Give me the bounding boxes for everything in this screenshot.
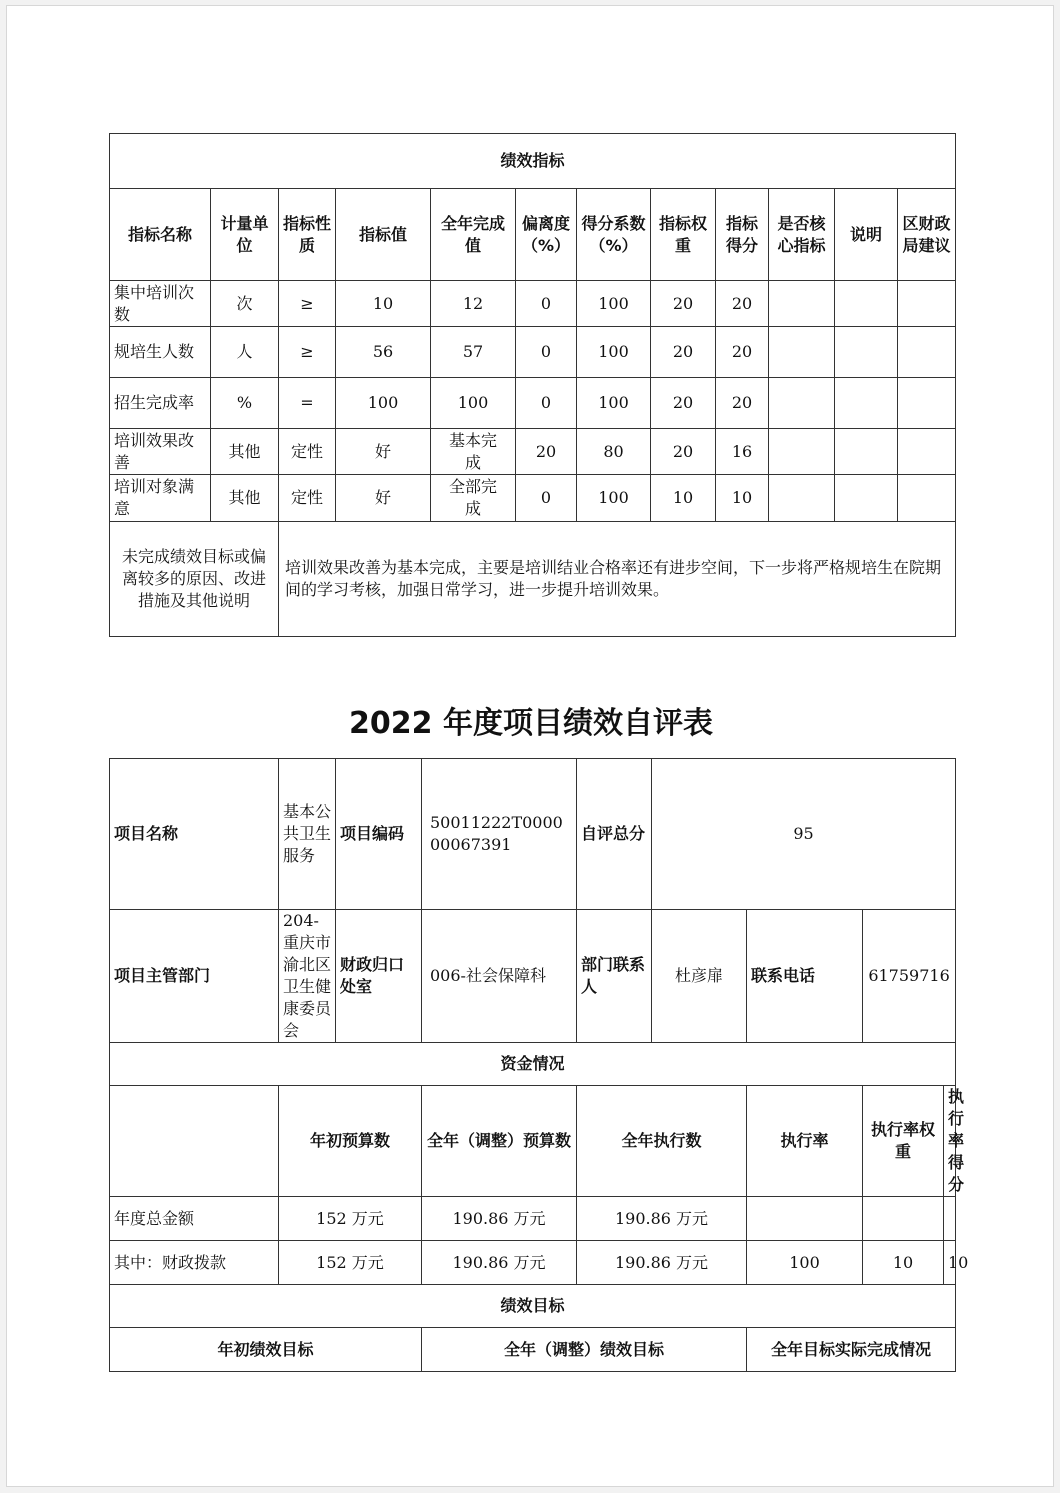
indicator-deviation: 0 <box>516 327 577 378</box>
fund-adjusted: 190.86 万元 <box>422 1197 577 1241</box>
project-code-label: 项目编码 <box>336 759 422 910</box>
indicator-target: 好 <box>336 475 431 522</box>
goal-header-row <box>110 1328 956 1372</box>
indicator-core <box>769 429 835 475</box>
column-header: 全年执行数 <box>577 1086 747 1197</box>
indicator-actual: 100 <box>431 378 516 429</box>
table-row <box>110 281 956 327</box>
column-header: 全年（调整）绩效目标 <box>422 1328 747 1372</box>
indicator-nature: = <box>279 378 336 429</box>
indicator-nature: 定性 <box>279 429 336 475</box>
indicator-name: 集中培训次数 <box>110 281 211 327</box>
indicator-actual: 全部完成 <box>431 475 516 522</box>
column-header: 全年（调整）预算数 <box>422 1086 577 1197</box>
fund-score: 10 <box>944 1241 956 1285</box>
indicator-core <box>769 281 835 327</box>
indicator-weight: 20 <box>651 378 716 429</box>
column-header: 得分系数（%） <box>577 189 651 281</box>
column-header: 全年完成值 <box>431 189 516 281</box>
fund-score <box>944 1197 956 1241</box>
fund-initial: 152 万元 <box>279 1197 422 1241</box>
table-row <box>110 378 956 429</box>
fund-adjusted: 190.86 万元 <box>422 1241 577 1285</box>
dept-label: 项目主管部门 <box>110 910 279 1043</box>
indicator-suggestion <box>898 281 956 327</box>
column-header: 执行率 <box>747 1086 863 1197</box>
indicator-suggestion <box>898 429 956 475</box>
column-header: 说明 <box>835 189 898 281</box>
page-title: 2022 年度项目绩效自评表 <box>349 706 713 741</box>
fund-initial: 152 万元 <box>279 1241 422 1285</box>
column-header: 执行率得分 <box>944 1086 956 1197</box>
section-title-funds: 资金情况 <box>110 1043 956 1086</box>
fund-header-blank <box>110 1086 279 1197</box>
indicator-deviation: 0 <box>516 475 577 522</box>
column-header: 全年目标实际完成情况 <box>747 1328 956 1372</box>
project-code-value: 50011222T000000067391 <box>422 759 577 910</box>
indicator-name: 招生完成率 <box>110 378 211 429</box>
score-value: 95 <box>652 759 956 910</box>
phone-value: 61759716 <box>863 910 956 1043</box>
contact-label: 部门联系人 <box>577 910 652 1043</box>
table-row <box>110 327 956 378</box>
indicator-target: 好 <box>336 429 431 475</box>
indicator-note <box>835 281 898 327</box>
indicator-note <box>835 475 898 522</box>
remark-text: 培训效果改善为基本完成，主要是培训结业合格率还有进步空间，下一步将严格规培生在院期间的学习考核，加强日常学习，进一步提升培训效果。 <box>279 522 956 637</box>
dept-value: 204-重庆市渝北区卫生健康委员会 <box>279 910 336 1043</box>
indicator-suggestion <box>898 475 956 522</box>
indicator-coef: 100 <box>577 475 651 522</box>
column-header: 指标值 <box>336 189 431 281</box>
indicator-score: 20 <box>716 327 769 378</box>
indicator-core <box>769 327 835 378</box>
indicator-nature: ≥ <box>279 281 336 327</box>
score-label: 自评总分 <box>577 759 652 910</box>
indicator-note <box>835 327 898 378</box>
indicator-score: 20 <box>716 281 769 327</box>
column-header: 指标名称 <box>110 189 211 281</box>
office-label: 财政归口处室 <box>336 910 422 1043</box>
section-title-performance-indicators: 绩效指标 <box>110 134 956 189</box>
indicator-weight: 20 <box>651 429 716 475</box>
table-row <box>110 429 956 475</box>
indicator-actual: 12 <box>431 281 516 327</box>
indicator-coef: 80 <box>577 429 651 475</box>
indicator-unit: 人 <box>211 327 279 378</box>
office-value: 006-社会保障科 <box>422 910 577 1043</box>
phone-label: 联系电话 <box>747 910 863 1043</box>
indicator-name: 规培生人数 <box>110 327 211 378</box>
project-name-value: 基本公共卫生服务 <box>279 759 336 910</box>
fund-rate: 100 <box>747 1241 863 1285</box>
indicator-score: 16 <box>716 429 769 475</box>
indicator-name: 培训效果改善 <box>110 429 211 475</box>
indicator-core <box>769 378 835 429</box>
indicator-weight: 20 <box>651 327 716 378</box>
section-title-goals: 绩效目标 <box>110 1285 956 1328</box>
indicator-note <box>835 378 898 429</box>
column-header: 区财政局建议 <box>898 189 956 281</box>
indicator-suggestion <box>898 327 956 378</box>
indicator-score: 20 <box>716 378 769 429</box>
column-header: 指标权重 <box>651 189 716 281</box>
indicator-score: 10 <box>716 475 769 522</box>
project-dept-row <box>110 910 956 1043</box>
indicator-nature: ≥ <box>279 327 336 378</box>
column-header: 是否核心指标 <box>769 189 835 281</box>
fund-row-label: 其中：财政拨款 <box>110 1241 279 1285</box>
column-header: 指标性质 <box>279 189 336 281</box>
indicator-weight: 20 <box>651 281 716 327</box>
project-info-row <box>110 759 956 910</box>
fund-executed: 190.86 万元 <box>577 1197 747 1241</box>
fund-weight <box>863 1197 944 1241</box>
indicator-unit: 次 <box>211 281 279 327</box>
indicator-coef: 100 <box>577 378 651 429</box>
document-page <box>6 5 1054 1487</box>
indicator-target: 56 <box>336 327 431 378</box>
project-name-label: 项目名称 <box>110 759 279 910</box>
indicator-actual: 57 <box>431 327 516 378</box>
indicator-actual: 基本完成 <box>431 429 516 475</box>
indicator-weight: 10 <box>651 475 716 522</box>
indicator-coef: 100 <box>577 281 651 327</box>
remark-label: 未完成绩效目标或偏离较多的原因、改进措施及其他说明 <box>110 522 279 637</box>
contact-value: 杜彦扉 <box>652 910 747 1043</box>
indicator-unit: % <box>211 378 279 429</box>
column-header: 执行率权重 <box>863 1086 944 1197</box>
table-header-row <box>110 189 956 281</box>
indicator-note <box>835 429 898 475</box>
remark-row <box>110 522 956 637</box>
fund-rate <box>747 1197 863 1241</box>
indicator-deviation: 0 <box>516 281 577 327</box>
indicator-nature: 定性 <box>279 475 336 522</box>
indicator-unit: 其他 <box>211 475 279 522</box>
table-row <box>110 1197 956 1241</box>
indicator-deviation: 0 <box>516 378 577 429</box>
fund-row-label: 年度总金额 <box>110 1197 279 1241</box>
fund-executed: 190.86 万元 <box>577 1241 747 1285</box>
indicator-coef: 100 <box>577 327 651 378</box>
performance-indicator-table <box>109 133 956 637</box>
indicator-name: 培训对象满意 <box>110 475 211 522</box>
indicator-unit: 其他 <box>211 429 279 475</box>
project-evaluation-table <box>109 758 969 1372</box>
indicator-target: 10 <box>336 281 431 327</box>
column-header: 年初绩效目标 <box>110 1328 422 1372</box>
column-header: 偏离度（%） <box>516 189 577 281</box>
indicator-suggestion <box>898 378 956 429</box>
column-header: 计量单位 <box>211 189 279 281</box>
column-header: 指标得分 <box>716 189 769 281</box>
table-row <box>110 1241 956 1285</box>
fund-header-row <box>110 1086 956 1197</box>
column-header: 年初预算数 <box>279 1086 422 1197</box>
indicator-target: 100 <box>336 378 431 429</box>
indicator-core <box>769 475 835 522</box>
fund-weight: 10 <box>863 1241 944 1285</box>
indicator-deviation: 20 <box>516 429 577 475</box>
table-row <box>110 475 956 522</box>
